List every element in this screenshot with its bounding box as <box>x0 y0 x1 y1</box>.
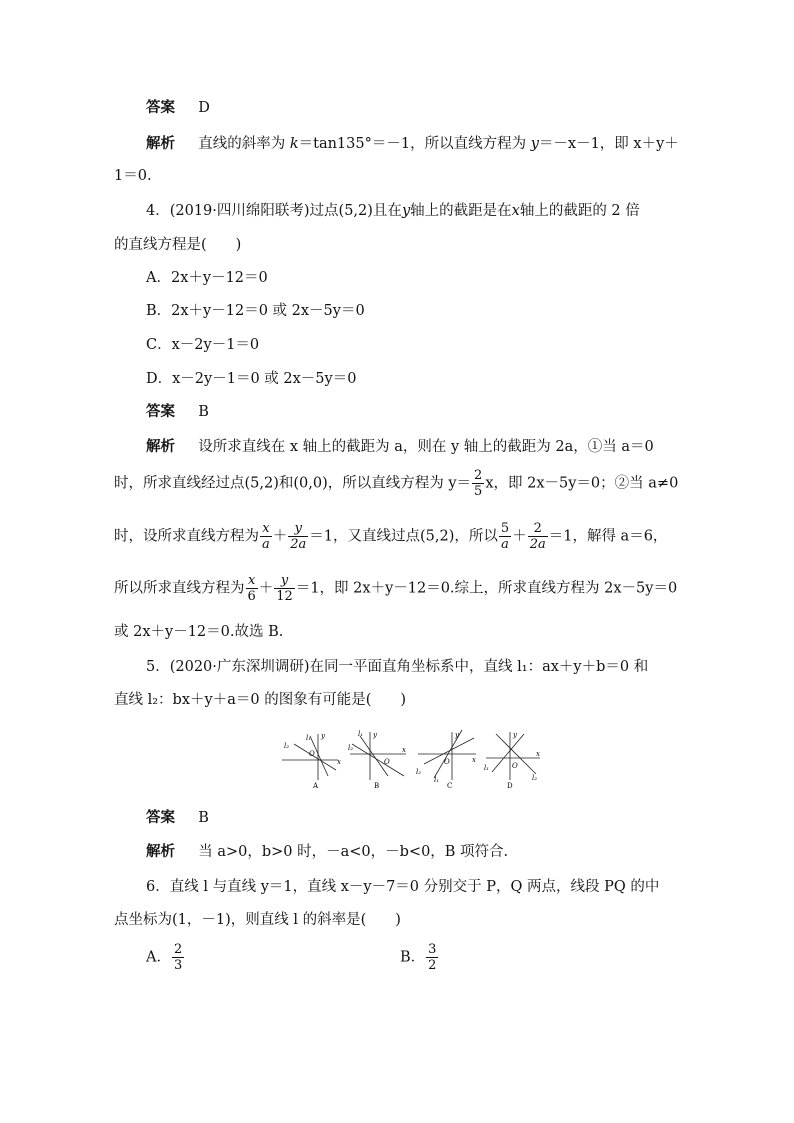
option-label: A． <box>146 949 171 966</box>
analysis-label: 解析 <box>146 439 175 455</box>
operator: ＋ <box>512 528 527 545</box>
operator: ＋ <box>258 580 274 597</box>
q5-stem-cont: 直线 l₂：bx＋y＋a＝0 的图象有可能是( ) <box>114 692 407 708</box>
answer-value: B <box>198 404 209 420</box>
option-label: B． <box>400 949 426 966</box>
numerator: 2 <box>528 521 548 537</box>
operator: ＋ <box>272 528 288 545</box>
q6-stem-cont: 点坐标为(1，－1)，则直线 l 的斜率是( ) <box>114 912 401 928</box>
graph-a <box>282 732 341 790</box>
graph-label: C <box>447 782 453 790</box>
denominator: 2 <box>428 958 437 973</box>
q4-analysis-line4 <box>114 573 677 604</box>
analysis-var: k <box>289 136 299 152</box>
stem-var: x <box>511 203 520 219</box>
q4-option-b: B．2x＋y－12＝0 或 2x－5y＝0 <box>146 303 365 319</box>
analysis-text: 设所求直线在 x 轴上的截距为 a，则在 y 轴上的截距为 2a，①当 a＝0 <box>198 439 654 455</box>
stem-text: 轴上的截距是在 <box>410 203 512 219</box>
stem-text: 4．(2019·四川绵阳联考)过点(5,2)且在 <box>146 203 402 219</box>
fraction <box>246 573 258 604</box>
fraction <box>426 942 438 973</box>
q4-option-a: A．2x＋y－12＝0 <box>146 270 268 286</box>
answer-label: 答案 <box>146 810 175 826</box>
denominator: 2a <box>529 537 546 552</box>
l2-label: l₂ <box>348 744 354 752</box>
numerator: x <box>260 521 272 537</box>
graph-c <box>416 730 476 790</box>
graph-b <box>348 730 406 790</box>
l1-label: l₁ <box>434 776 440 784</box>
q3-analysis <box>146 134 679 154</box>
q5-graph-options <box>280 728 540 790</box>
q4-option-d: D．x－2y－1＝0 或 2x－5y＝0 <box>146 371 357 387</box>
denominator: 2a <box>290 537 307 552</box>
numerator: 2 <box>173 942 183 957</box>
graph-label: A <box>313 782 319 790</box>
x-label: x <box>337 758 341 766</box>
l1-label: l₁ <box>484 764 490 772</box>
q4-analysis <box>146 437 654 457</box>
analysis-text: ＝1，解得 a＝6， <box>548 528 668 545</box>
stem-var: y <box>401 203 411 219</box>
analysis-label: 解析 <box>146 844 175 860</box>
line-l1 <box>492 734 524 772</box>
analysis-text: 时，设所求直线方程为 <box>114 528 259 545</box>
q4-stem <box>146 201 640 221</box>
graph-d <box>484 731 540 790</box>
denominator: 5 <box>474 484 483 499</box>
denominator: 3 <box>173 958 183 973</box>
analysis-label: 解析 <box>146 136 175 152</box>
l2-label: l₂ <box>284 742 290 750</box>
numerator: y <box>274 573 295 589</box>
graph-label: B <box>374 782 380 790</box>
q5-answer <box>146 808 209 828</box>
denominator: a <box>501 537 509 552</box>
l2-label: l₂ <box>416 768 422 776</box>
analysis-text: ＝－x－1，即 x＋y＋ <box>538 136 679 152</box>
y-label: y <box>513 731 517 739</box>
analysis-text: ＝1，即 2x＋y－12＝0.综上，所求直线方程为 2x－5y＝0 <box>295 580 678 597</box>
q4-stem-cont: 的直线方程是( ) <box>114 237 242 253</box>
q5-analysis <box>146 842 508 862</box>
analysis-text: ＝1，又直线过点(5,2)，所以 <box>309 528 498 545</box>
denominator: a <box>262 537 270 552</box>
x-label: x <box>472 756 476 764</box>
analysis-text: 直线的斜率为 <box>198 136 286 152</box>
l1-label: l₁ <box>358 730 364 738</box>
origin-label: O <box>384 758 390 766</box>
q6-option-b <box>400 942 439 973</box>
graph-label: D <box>507 782 513 790</box>
q4-analysis-line3 <box>114 521 667 552</box>
numerator: 5 <box>500 521 510 536</box>
q4-answer <box>146 402 209 422</box>
fraction <box>472 468 484 499</box>
q3-analysis-cont: 1＝0. <box>114 168 152 184</box>
analysis-text: 当 a>0，b>0 时，－a<0，－b<0，B 项符合. <box>198 844 509 860</box>
line-l2 <box>352 744 404 776</box>
y-label: y <box>321 732 325 740</box>
analysis-var: y <box>530 136 539 152</box>
y-label: y <box>455 731 459 739</box>
q4-analysis-line2 <box>114 468 678 499</box>
numerator: x <box>246 573 258 589</box>
y-label: y <box>373 731 377 739</box>
fraction <box>274 573 295 604</box>
fraction <box>499 521 511 552</box>
l1-label: l₁ <box>306 734 312 742</box>
q4-analysis-line5: 或 2x＋y－12＝0.故选 B. <box>114 624 284 640</box>
analysis-text: 所以所求直线方程为 <box>114 580 245 597</box>
line-l1 <box>360 736 388 776</box>
origin-label: O <box>444 758 450 766</box>
answer-value: B <box>198 810 209 826</box>
q5-stem: 5．(2020·广东深圳调研)在同一平面直角坐标系中，直线 l₁：ax＋y＋b＝0 和 <box>146 659 649 675</box>
numerator: 3 <box>428 942 437 957</box>
denominator: 12 <box>276 589 293 604</box>
q6-option-a <box>146 942 185 973</box>
q3-answer <box>146 98 210 118</box>
fraction <box>260 521 272 552</box>
analysis-text: x，即 2x－5y＝0；②当 a≠0 <box>485 475 679 492</box>
analysis-text: 时，所求直线经过点(5,2)和(0,0)，所以直线方程为 y＝ <box>114 475 472 492</box>
x-label: x <box>402 746 406 754</box>
fraction <box>172 942 184 973</box>
q6-stem: 6．直线 l 与直线 y＝1，直线 x－y－7＝0 分别交于 P，Q 两点，线段 PQ 的中 <box>146 879 660 895</box>
x-label: x <box>536 750 540 758</box>
fraction <box>528 521 548 552</box>
answer-value: D <box>198 100 210 116</box>
answer-label: 答案 <box>146 100 175 116</box>
origin-label: O <box>309 750 315 758</box>
stem-text: 轴上的截距的 2 倍 <box>519 203 640 219</box>
answer-label: 答案 <box>146 404 175 420</box>
fraction <box>288 521 308 552</box>
denominator: 6 <box>247 589 256 604</box>
q4-option-c: C．x－2y－1＝0 <box>146 337 260 353</box>
numerator: y <box>288 521 308 537</box>
origin-label: O <box>512 762 518 770</box>
numerator: 2 <box>474 468 483 483</box>
analysis-text: ＝tan135°＝－1，所以直线方程为 <box>298 136 527 152</box>
l2-label: l₂ <box>532 774 538 782</box>
